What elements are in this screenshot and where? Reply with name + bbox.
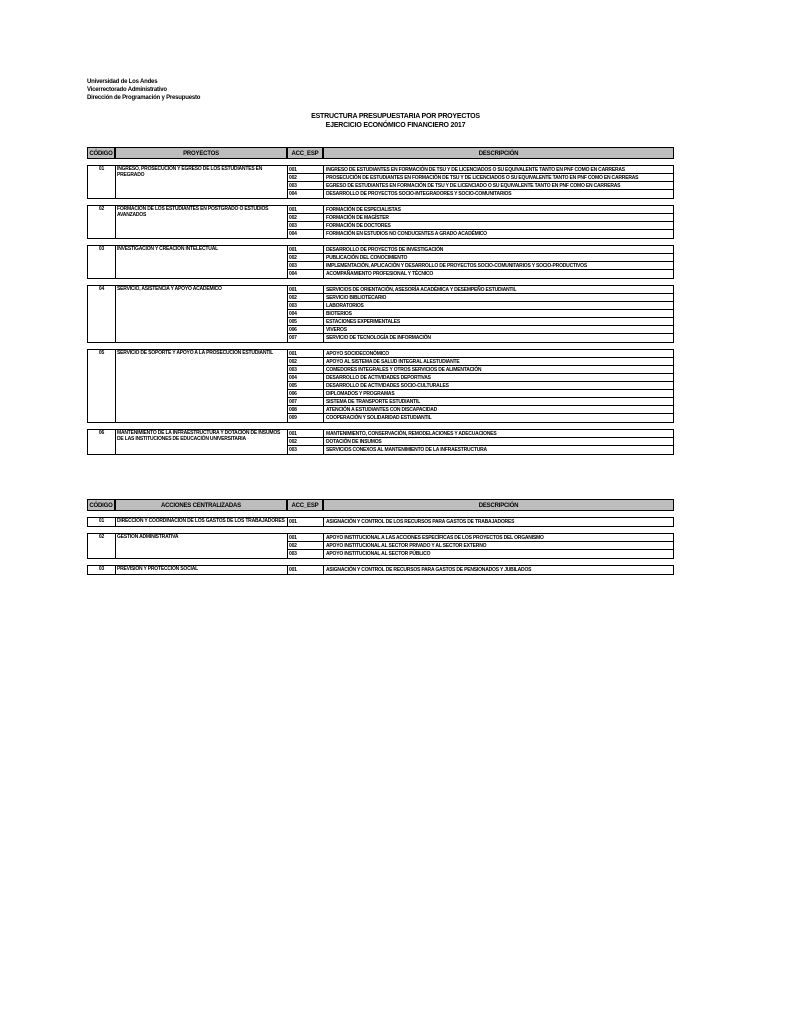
table-row — [288, 398, 673, 406]
group-name: SERVICIO DE SOPORTE Y APOYO A LA PROSECUCIÓN ESTUDIANTIL — [116, 350, 288, 422]
acc-esp-cell: 002 — [288, 438, 324, 445]
description-cell: DESARROLLO DE ACTIVIDADES SOCIO-CULTURALES — [326, 383, 449, 389]
group-code: 02 — [88, 206, 116, 238]
group-name: PREVISIÓN Y PROTECCIÓN SOCIAL — [116, 566, 288, 574]
acc-esp-cell: 005 — [288, 382, 324, 389]
acc-esp-cell: 003 — [288, 550, 324, 558]
acc-esp-cell: 003 — [288, 446, 324, 454]
table-row — [288, 222, 673, 230]
col-acc-esp: ACC_ESP — [287, 499, 323, 511]
acciones-header-row — [87, 499, 674, 511]
acc-esp-cell: 004 — [288, 230, 324, 238]
acc-esp-cell: 005 — [288, 318, 324, 325]
description-cell: PUBLICACIÓN DEL CONOCIMIENTO — [326, 255, 408, 261]
acc-esp-cell: 003 — [288, 302, 324, 309]
acciones-body — [87, 517, 674, 581]
acc-esp-cell: 003 — [288, 222, 324, 229]
group-name: INVESTIGACIÓN Y CREACIÓN INTELECTUAL — [116, 246, 288, 278]
acc-esp-cell: 007 — [288, 398, 324, 405]
institution-header — [87, 78, 200, 102]
acciones-table — [87, 499, 674, 581]
document-subtitle: EJERCICIO ECONÓMICO FINANCIERO 2017 — [325, 122, 466, 129]
group-name: MANTENIMIENTO DE LA INFRAESTRUCTURA Y DOTACIÓN DE INSUMOS DE LAS INSTITUCIONES DE EDUCACIÓN UNIVERSITARIA — [116, 430, 288, 454]
col-acciones: ACCIONES CENTRALIZADAS — [115, 499, 287, 511]
table-row — [288, 382, 673, 390]
table-row — [288, 254, 673, 262]
table-row — [288, 430, 673, 438]
description-cell: MANTENIMIENTO, CONSERVACIÓN, REMODELACIONES Y ADECUACIONES — [326, 431, 497, 437]
description-cell: APOYO INSTITUCIONAL AL SECTOR PRIVADO Y AL SECTOR EXTERNO — [326, 543, 487, 549]
group-code: 03 — [88, 246, 116, 278]
acc-esp-cell: 002 — [288, 358, 324, 365]
acc-esp-cell: 001 — [288, 534, 324, 541]
acc-esp-cell: 001 — [288, 246, 324, 253]
table-group — [87, 285, 674, 343]
table-group — [87, 429, 674, 455]
group-name: SERVICIO, ASISTENCIA Y APOYO ACADÉMICO — [116, 286, 288, 342]
group-name: GESTIÓN ADMINISTRATIVA — [116, 534, 288, 558]
table-group — [87, 565, 674, 575]
acc-esp-cell: 002 — [288, 254, 324, 261]
table-row — [288, 206, 673, 214]
table-row — [288, 406, 673, 414]
table-row — [288, 214, 673, 222]
acc-esp-cell: 001 — [288, 430, 324, 437]
group-code: 01 — [88, 518, 116, 526]
table-row — [288, 390, 673, 398]
acc-esp-cell: 001 — [288, 566, 324, 574]
description-cell: DIPLOMADOS Y PROGRAMAS — [326, 391, 395, 397]
acc-esp-cell: 003 — [288, 262, 324, 269]
description-cell: DOTACIÓN DE INSUMOS — [326, 439, 382, 445]
table-row — [288, 286, 673, 294]
description-cell: ASIGNACIÓN Y CONTROL DE LOS RECURSOS PARA GASTOS DE TRABAJADORES — [326, 519, 515, 525]
col-proyectos: PROYECTOS — [115, 147, 287, 159]
table-row — [288, 294, 673, 302]
description-cell: ESTACIONES EXPERIMENTALES — [326, 319, 400, 325]
table-row — [288, 366, 673, 374]
acc-esp-cell: 007 — [288, 334, 324, 342]
acc-esp-cell: 001 — [288, 518, 324, 526]
description-cell: PROSECUCIÓN DE ESTUDIANTES EN FORMACIÓN DE TSU Y DE LICENCIADOS O SU EQUIVALENTE TANTO EN PNF COMO EN CARRERAS — [326, 175, 639, 181]
col-descripcion: DESCRIPCIÓN — [323, 499, 674, 511]
description-cell: APOYO AL SISTEMA DE SALUD INTEGRAL ALESTUDIANTE — [326, 359, 460, 365]
acc-esp-cell: 008 — [288, 406, 324, 413]
acc-esp-cell: 006 — [288, 390, 324, 397]
col-acc-esp: ACC_ESP — [287, 147, 323, 159]
acc-esp-cell: 003 — [288, 366, 324, 373]
col-codigo: CÓDIGO — [87, 147, 115, 159]
university-name: Universidad de Los Andes — [87, 79, 158, 85]
description-cell: DESARROLLO DE PROYECTOS DE INVESTIGACIÓN — [326, 247, 444, 253]
table-row — [288, 326, 673, 334]
col-codigo: CÓDIGO — [87, 499, 115, 511]
acc-esp-cell: 001 — [288, 206, 324, 213]
acc-esp-cell: 001 — [288, 350, 324, 357]
description-cell: BIOTERIOS — [326, 311, 352, 317]
group-code: 03 — [88, 566, 116, 574]
acc-esp-cell: 002 — [288, 214, 324, 221]
description-cell: COOPERACIÓN Y SOLIDARIDAD ESTUDIANTIL — [326, 415, 432, 421]
table-row — [288, 166, 673, 174]
description-cell: SISTEMA DE TRANSPORTE ESTUDIANTIL — [326, 399, 421, 405]
description-cell: SERVICIO DE TECNOLOGÍA DE INFORMACIÓN — [326, 335, 431, 341]
group-code: 02 — [88, 534, 116, 558]
description-cell: FORMACIÓN DE ESPECIALISTAS — [326, 207, 401, 213]
table-row — [288, 262, 673, 270]
group-code: 05 — [88, 350, 116, 422]
description-cell: VIVEROS — [326, 327, 347, 333]
description-cell: IMPLEMENTACIÓN, APLICACIÓN Y DESARROLLO DE PROYECTOS SOCIO-COMUNITARIOS Y SOCIO-PRODUCTIVOS — [326, 263, 587, 269]
col-descripcion: DESCRIPCIÓN — [323, 147, 674, 159]
table-row — [288, 542, 673, 550]
table-row — [288, 182, 673, 190]
table-group — [87, 205, 674, 239]
table-group — [87, 349, 674, 423]
table-row — [288, 414, 673, 422]
table-row — [288, 310, 673, 318]
group-name: DIRECCIÓN Y COORDINACIÓN DE LOS GASTOS DE LOS TRABAJADORES — [116, 518, 288, 526]
acc-esp-cell: 001 — [288, 166, 324, 173]
table-group — [87, 533, 674, 559]
table-row — [288, 350, 673, 358]
group-code: 04 — [88, 286, 116, 342]
acc-esp-cell: 002 — [288, 294, 324, 301]
description-cell: APOYO SOCIOECONÓMICO — [326, 351, 389, 357]
description-cell: DESARROLLO DE ACTIVIDADES DEPORTIVAS — [326, 375, 431, 381]
acc-esp-cell: 004 — [288, 270, 324, 278]
table-row — [288, 446, 673, 454]
description-cell: APOYO INSTITUCIONAL A LAS ACCIONES ESPECÍFICAS DE LOS PROYECTOS DEL ORGANISMO — [326, 535, 544, 541]
table-row — [288, 246, 673, 254]
table-row — [288, 438, 673, 446]
group-code: 01 — [88, 166, 116, 198]
vicerrectorado-name: Vicerrectorado Administrativo — [87, 87, 167, 93]
table-group — [87, 165, 674, 199]
description-cell: ASIGNACIÓN Y CONTROL DE RECURSOS PARA GASTOS DE PENSIONADOS Y JUBILADOS — [326, 567, 532, 573]
description-cell: SERVICIO BIBLIOTECARIO — [326, 295, 387, 301]
acc-esp-cell: 002 — [288, 542, 324, 549]
description-cell: LABORATORIOS — [326, 303, 364, 309]
acc-esp-cell: 002 — [288, 174, 324, 181]
description-cell: SERVICIOS DE ORIENTACIÓN, ASESORÍA ACADÉMICA Y DESEMPEÑO ESTUDIANTIL — [326, 287, 517, 293]
description-cell: EGRESO DE ESTUDIANTES EN FORMACIÓN DE TSU Y DE LICENCIADO O SU EQUIVALENTE TANTO EN PNF COMO EN CARRERAS — [326, 183, 621, 189]
table-row — [288, 566, 673, 574]
table-group — [87, 517, 674, 527]
table-row — [288, 334, 673, 342]
direccion-name: Dirección de Programación y Presupuesto — [87, 95, 201, 101]
description-cell: INGRESO DE ESTUDIANTES EN FORMACIÓN DE TSU Y DE LICENCIADOS O SU EQUIVALENTE TANTO EN PNF COMO EN CARRERAS — [326, 167, 625, 173]
acc-esp-cell: 001 — [288, 286, 324, 293]
description-cell: ATENCIÓN A ESTUDIANTES CON DISCAPACIDAD — [326, 407, 438, 413]
proyectos-body — [87, 165, 674, 461]
table-row — [288, 358, 673, 366]
acc-esp-cell: 003 — [288, 182, 324, 189]
table-row — [288, 318, 673, 326]
table-group — [87, 245, 674, 279]
description-cell: FORMACIÓN DE DOCTORES — [326, 223, 391, 229]
description-cell: APOYO INSTITUCIONAL AL SECTOR PÚBLICO — [326, 551, 431, 557]
table-row — [288, 302, 673, 310]
description-cell: DESARROLLO DE PROYECTOS SOCIO-INTEGRADORES Y SOCIO-COMUNITARIOS — [326, 191, 512, 197]
description-cell: FORMACIÓN EN ESTUDIOS NO CONDUCENTES A GRADO ACADÉMICO — [326, 231, 487, 237]
table-row — [288, 270, 673, 278]
document-title: ESTRUCTURA PRESUPUESTARIA POR PROYECTOS — [311, 113, 480, 120]
table-row — [288, 374, 673, 382]
proyectos-table — [87, 147, 674, 461]
table-row — [288, 174, 673, 182]
description-cell: FORMACIÓN DE MAGÍSTER — [326, 215, 389, 221]
acc-esp-cell: 006 — [288, 326, 324, 333]
acc-esp-cell: 009 — [288, 414, 324, 422]
proyectos-header-row — [87, 147, 674, 159]
table-row — [288, 230, 673, 238]
group-name: FORMACIÓN DE LOS ESTUDIANTES EN POSTGRADO O ESTUDIOS AVANZADOS — [116, 206, 288, 238]
acc-esp-cell: 004 — [288, 310, 324, 317]
acc-esp-cell: 004 — [288, 190, 324, 198]
description-cell: ACOMPAÑAMIENTO PROFESIONAL Y TÉCNICO — [326, 271, 434, 277]
table-row — [288, 550, 673, 558]
table-row — [288, 518, 673, 526]
acc-esp-cell: 004 — [288, 374, 324, 381]
description-cell: SERVICIOS CONEXOS AL MANTENIMIENTO DE LA INFRAESTRUCTURA — [326, 447, 487, 453]
group-name: INGRESO, PROSECUCIÓN Y EGRESO DE LOS ESTUDIANTES EN PREGRADO — [116, 166, 288, 198]
group-code: 06 — [88, 430, 116, 454]
table-row — [288, 190, 673, 198]
description-cell: COMEDORES INTEGRALES Y OTROS SERVICIOS DE ALIMENTACIÓN — [326, 367, 482, 373]
table-row — [288, 534, 673, 542]
